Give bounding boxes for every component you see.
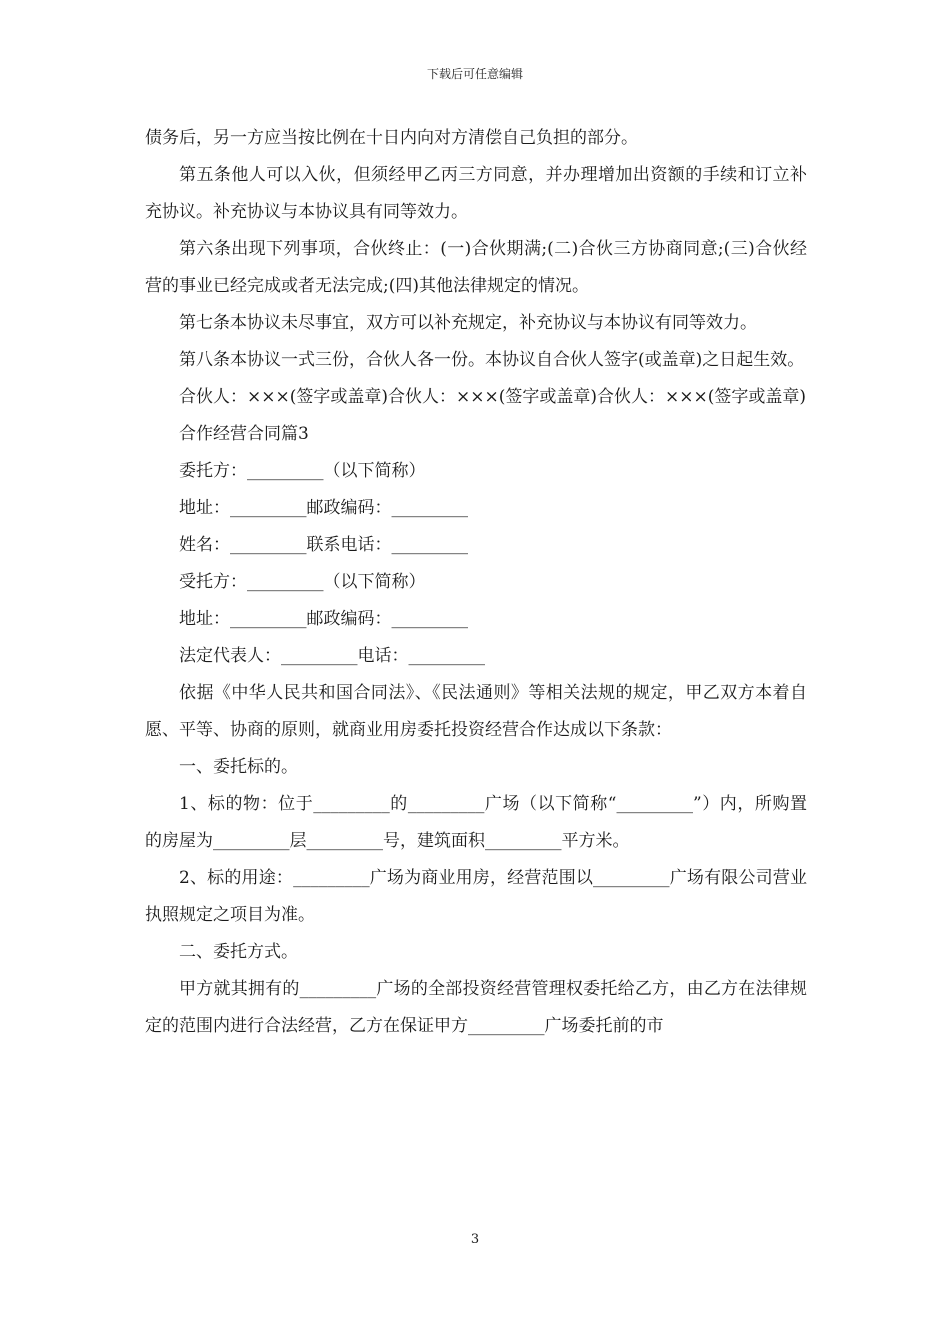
paragraph-article-8: 第八条本协议一式三份，合伙人各一份。本协议自合伙人签字(或盖章)之日起生效。 bbox=[179, 350, 805, 370]
paragraph-article-6: 第六条出现下列事项，合伙终止：(一)合伙期满;(二)合伙三方协商同意;(三)合伙经营的事业已经完成或者无法完成;(四)其他法律规定的情况。 bbox=[145, 239, 807, 296]
paragraph-signatures: 合伙人：×××(签字或盖章)合伙人：×××(签字或盖章)合伙人：×××(签字或盖章) bbox=[179, 387, 806, 407]
page-number: 3 bbox=[470, 1232, 480, 1247]
field-agent-address: 地址：_________邮政编码：_________ bbox=[179, 609, 468, 629]
paragraph-preamble: 依据《中华人民共和国合同法》、《民法通则》等相关法规的规定，甲乙双方本着自愿、平等、协商的原则，就商业用房委托投资经营合作达成以下条款： bbox=[145, 683, 807, 740]
heading-method: 二、委托方式。 bbox=[179, 942, 298, 962]
field-principal-address: 地址：_________邮政编码：_________ bbox=[179, 498, 468, 518]
page-header: 下载后可任意编辑 bbox=[426, 67, 523, 81]
section-title: 合作经营合同篇3 bbox=[179, 424, 309, 444]
heading-subject: 一、委托标的。 bbox=[179, 757, 298, 777]
paragraph-continuation: 债务后，另一方应当按比例在十日内向对方清偿自己负担的部分。 bbox=[145, 128, 638, 148]
paragraph-article-5: 第五条他人可以入伙，但须经甲乙丙三方同意，并办理增加出资额的手续和订立补充协议。补充协议与本协议具有同等效力。 bbox=[145, 165, 807, 222]
paragraph-subject-item-1: 1、标的物：位于_________的_________广场（以下简称“_________”）内，所购置的房屋为_________层_________号，建筑面积_________平方米。 bbox=[145, 794, 807, 851]
paragraph-method: 甲方就其拥有的_________广场的全部投资经营管理权委托给乙方，由乙方在法律规定的范围内进行合法经营，乙方在保证甲方_________广场委托前的市 bbox=[145, 979, 807, 1036]
document-body bbox=[145, 120, 807, 1045]
field-agent: 受托方：_________（以下简称） bbox=[179, 572, 426, 592]
field-principal-name: 姓名：_________联系电话：_________ bbox=[179, 535, 468, 555]
paragraph-article-7: 第七条本协议未尽事宜，双方可以补充规定，补充协议与本协议有同等效力。 bbox=[179, 313, 757, 333]
field-legal-representative: 法定代表人：_________电话：_________ bbox=[179, 646, 485, 666]
paragraph-subject-item-2: 2、标的用途：_________广场为商业用房，经营范围以_________广场有限公司营业执照规定之项目为准。 bbox=[145, 868, 807, 925]
field-principal: 委托方：_________（以下简称） bbox=[179, 461, 426, 481]
